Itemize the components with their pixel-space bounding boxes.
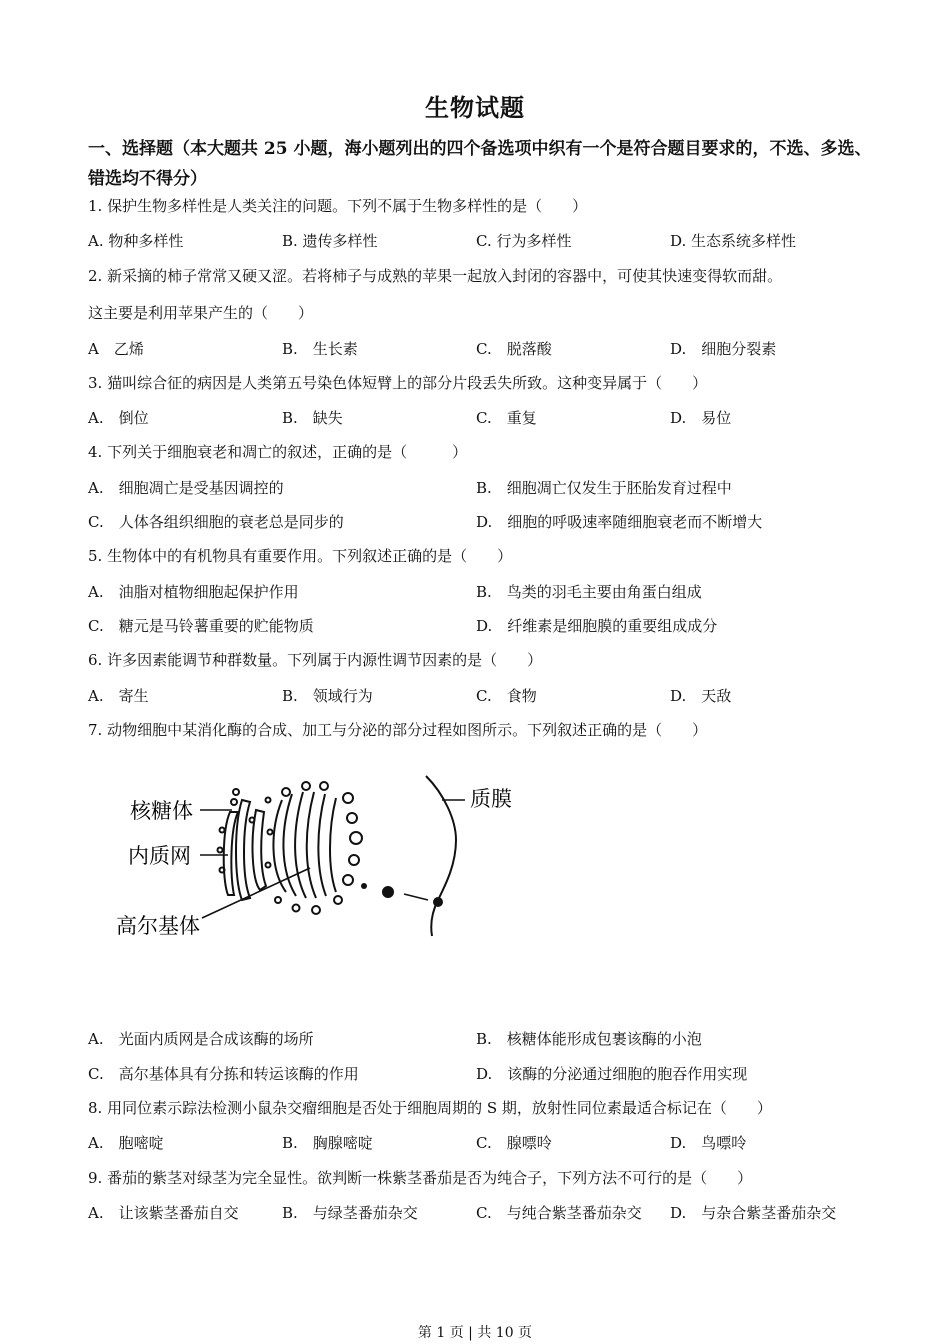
q9-option-a: A. 让该紫茎番茄自交 xyxy=(88,1204,239,1222)
q8-option-a: A. 胞嘧啶 xyxy=(88,1134,164,1152)
question-1-stem: 1. 保护生物多样性是人类关注的问题。下列不属于生物多样性的是（ ） xyxy=(88,197,588,215)
q3-option-c: C. 重复 xyxy=(476,409,537,427)
question-7-stem: 7. 动物细胞中某消化酶的合成、加工与分泌的部分过程如图所示。下列叙述正确的是（ ） xyxy=(88,721,708,739)
q3-option-b: B. 缺失 xyxy=(282,409,343,427)
er-icon xyxy=(218,789,273,900)
secretion-diagram xyxy=(110,770,530,945)
q9-option-c: C. 与纯合紫茎番茄杂交 xyxy=(476,1204,642,1222)
q1-option-d: D. 生态系统多样性 xyxy=(670,232,797,250)
question-8-stem: 8. 用同位素示踪法检测小鼠杂交瘤细胞是否处于细胞周期的 S 期，放射性同位素最适合标记在（ ） xyxy=(88,1099,772,1117)
q5-option-d: D. 纤维素是细胞膜的重要组成成分 xyxy=(476,617,718,635)
q4-option-d: D. 细胞的呼吸速率随细胞衰老而不断增大 xyxy=(476,513,763,531)
q4-option-a: A. 细胞凋亡是受基因调控的 xyxy=(88,479,284,497)
q3-option-a: A. 倒位 xyxy=(88,409,149,427)
q5-option-b: B. 鸟类的羽毛主要由角蛋白组成 xyxy=(476,583,702,601)
q4-option-b: B. 细胞凋亡仅发生于胚胎发育过程中 xyxy=(476,479,732,497)
q9-option-d: D. 与杂合紫茎番茄杂交 xyxy=(670,1204,837,1222)
vesicle-icon xyxy=(361,883,367,889)
q1-option-c: C. 行为多样性 xyxy=(476,232,572,250)
page-footer: 第 1 页 | 共 10 页 xyxy=(417,1325,533,1341)
golgi-icon xyxy=(273,782,362,914)
question-9-stem: 9. 番茄的紫茎对绿茎为完全显性。欲判断一株紫茎番茄是否为纯合子，下列方法不可行的是（ ） xyxy=(88,1169,753,1187)
q2-option-d: D. 细胞分裂素 xyxy=(670,340,777,358)
q8-option-d: D. 鸟嘌呤 xyxy=(670,1134,747,1152)
q6-option-b: B. 领域行为 xyxy=(282,687,373,705)
q4-option-c: C. 人体各组织细胞的衰老总是同步的 xyxy=(88,513,344,531)
q7-option-a: A. 光面内质网是合成该酶的场所 xyxy=(88,1030,314,1048)
question-6-stem: 6. 许多因素能调节种群数量。下列属于内源性调节因素的是（ ） xyxy=(88,651,543,669)
q2-option-c: C. 脱落酸 xyxy=(476,340,552,358)
label-membrane: 质膜 xyxy=(470,787,512,811)
q3-option-d: D. 易位 xyxy=(670,409,732,427)
q7-option-b: B. 核糖体能形成包裹该酶的小泡 xyxy=(476,1030,702,1048)
label-er: 内质网 xyxy=(128,844,191,868)
q5-option-a: A. 油脂对植物细胞起保护作用 xyxy=(88,583,299,601)
q5-option-c: C. 糖元是马铃薯重要的贮能物质 xyxy=(88,617,314,635)
q1-option-b: B. 遗传多样性 xyxy=(282,232,378,250)
question-5-stem: 5. 生物体中的有机物具有重要作用。下列叙述正确的是（ ） xyxy=(88,547,513,565)
question-4-stem: 4. 下列关于细胞衰老和凋亡的叙述，正确的是（ ） xyxy=(88,443,468,461)
q7-option-c: C. 高尔基体具有分拣和转运该酶的作用 xyxy=(88,1065,359,1083)
question-3-stem: 3. 猫叫综合征的病因是人类第五号染色体短臂上的部分片段丢失所致。这种变异属于（ ） xyxy=(88,374,708,392)
exocytosis-vesicle-icon xyxy=(433,897,443,907)
q2-option-a: A 乙烯 xyxy=(88,340,144,358)
vesicle-icon xyxy=(382,886,394,898)
question-2-stem: 2. 新采摘的柿子常常又硬又涩。若将柿子与成熟的苹果一起放入封闭的容器中，可使其快速变得软而甜。 xyxy=(88,267,783,285)
section-heading: 一、选择题（本大题共 25 小题，海小题列出的四个备选项中织有一个是符合题目要求的，不选、多选、错选均不得分） xyxy=(88,139,872,189)
q2-option-b: B. 生长素 xyxy=(282,340,358,358)
q9-option-b: B. 与绿茎番茄杂交 xyxy=(282,1204,418,1222)
page-title: 生物试题 xyxy=(425,93,525,122)
q8-option-b: B. 胸腺嘧啶 xyxy=(282,1134,373,1152)
question-2-stem-line2: 这主要是利用苹果产生的（ ） xyxy=(88,304,314,322)
q8-option-c: C. 腺嘌呤 xyxy=(476,1134,552,1152)
q6-option-c: C. 食物 xyxy=(476,687,537,705)
q6-option-a: A. 寄生 xyxy=(88,687,149,705)
label-golgi: 高尔基体 xyxy=(116,914,200,938)
q6-option-d: D. 天敌 xyxy=(670,687,732,705)
q7-option-d: D. 该酶的分泌通过细胞的胞吞作用实现 xyxy=(476,1065,748,1083)
label-ribosome: 核糖体 xyxy=(130,799,193,823)
q1-option-a: A. 物种多样性 xyxy=(88,232,184,250)
